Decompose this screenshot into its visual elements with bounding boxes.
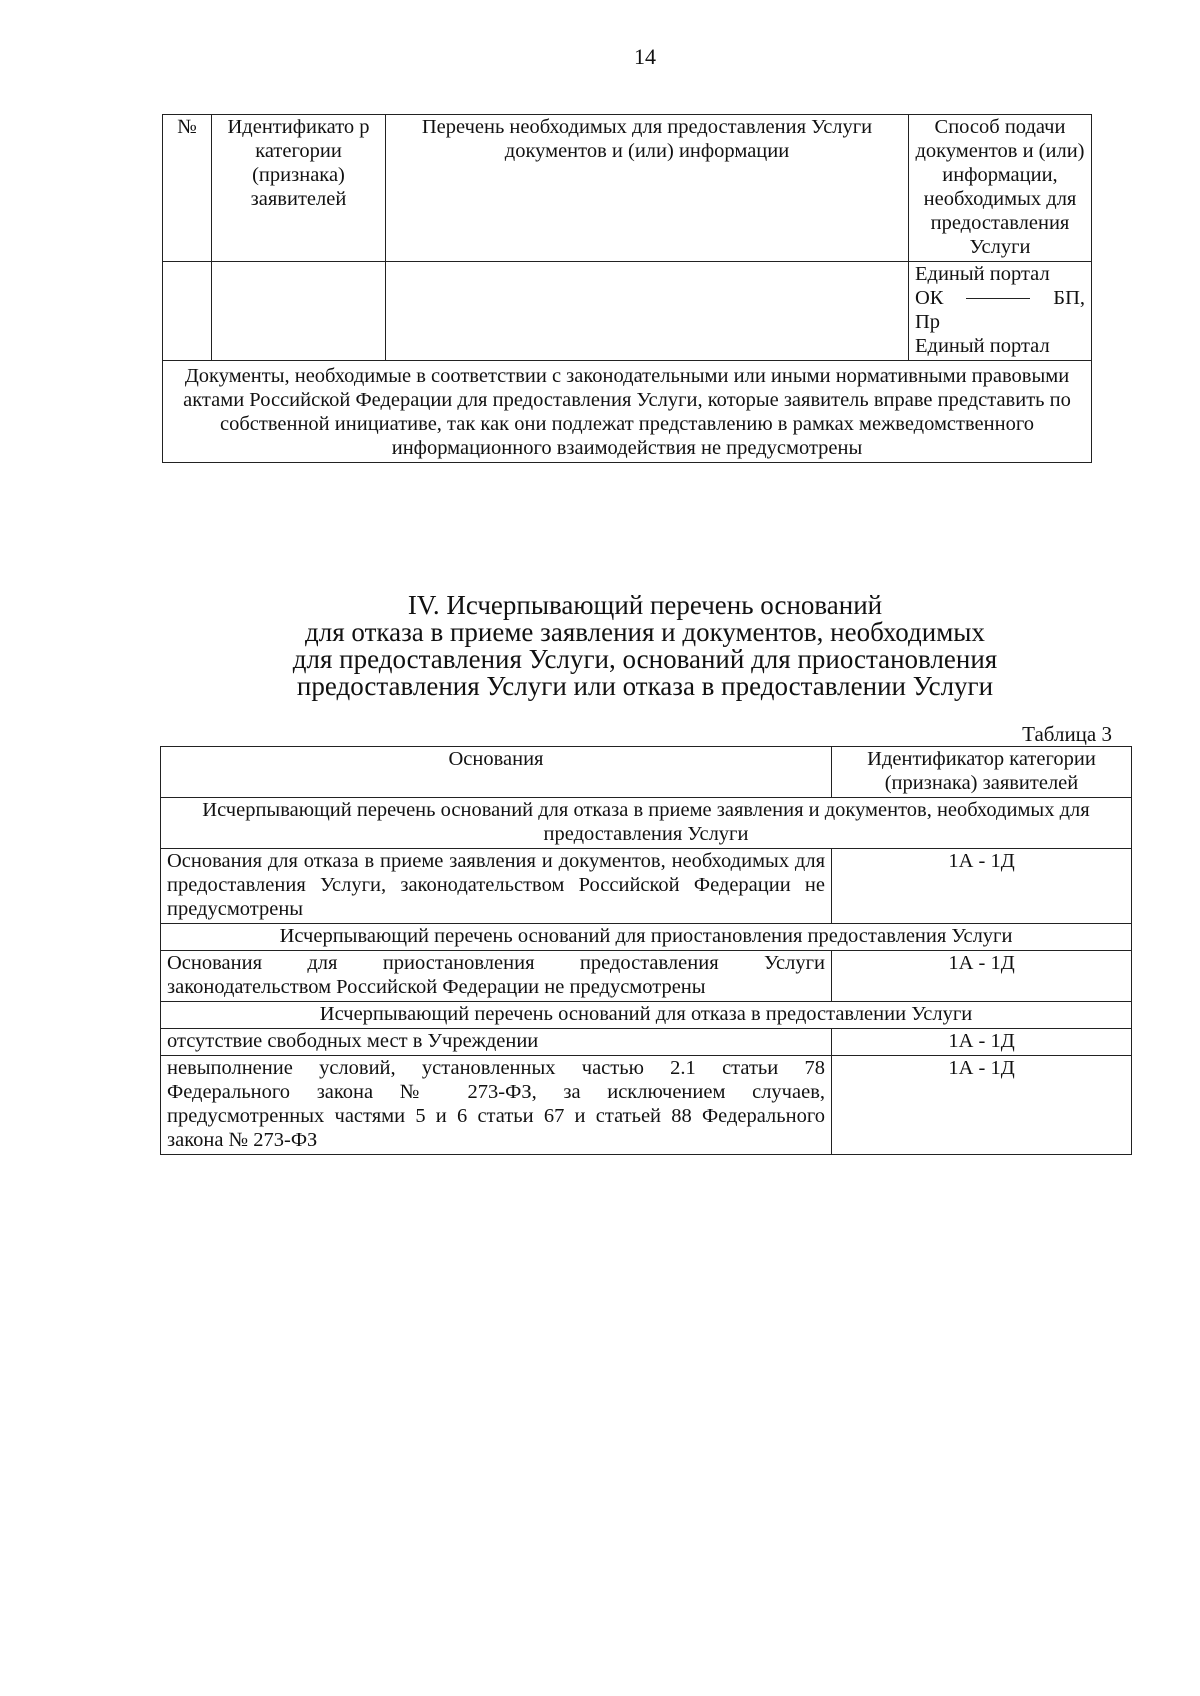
method-ok: ОК: [915, 286, 944, 309]
method-line-2: [915, 287, 1085, 311]
group-row: [161, 797, 1132, 848]
documents-table-header-row: [163, 115, 1092, 262]
method-line-3: Пр: [915, 310, 941, 333]
cell-submission-method: [909, 261, 1092, 360]
grounds-cell: невыполнение условий, установленных частью 2.1 статьи 78 Федерального закона № 273-ФЗ, за исключением случаев, предусмотренных частями 5 и 6 статьи 67 и статьей 88 Федерального закона № 273-ФЗ: [161, 1055, 832, 1154]
section-title-line-2: для отказа в приеме заявления и документов, необходимых: [305, 617, 985, 647]
group-heading-suspension: Исчерпывающий перечень оснований для приостановления предоставления Услуги: [161, 923, 1132, 950]
grounds-cell: Основания для отказа в приеме заявления и документов, необходимых для предоставления Услуги, законодательством Российской Федерации не предусмотрены: [161, 848, 832, 923]
table-row: [161, 1028, 1132, 1055]
section-title: [0, 592, 1200, 700]
interagency-documents-note: Документы, необходимые в соответствии с законодательными или иными нормативными правовыми актами Российской Федерации для предоставления Услуги, которые заявитель вправе представить по собственной инициативе, так как они подлежат представлению в рамках межведомственного информационного взаимодействия не предусмотрены: [163, 360, 1092, 462]
group-row: [161, 1001, 1132, 1028]
category-cell: 1А - 1Д: [832, 1028, 1132, 1055]
documents-table: [162, 114, 1092, 463]
header-applicant-category: Идентификато р категории (признака) заявителей: [212, 115, 386, 262]
header-applicant-category-id: Идентификатор категории (признака) заявителей: [832, 747, 1132, 798]
group-heading-refusal-service: Исчерпывающий перечень оснований для отказа в предоставлении Услуги: [161, 1001, 1132, 1028]
cell-applicant-category: [212, 261, 386, 360]
header-submission-method: Способ подачи документов и (или) информации, необходимых для предоставления Услуги: [909, 115, 1092, 262]
refusal-grounds-table: [160, 746, 1132, 1155]
group-heading-refusal-acceptance: Исчерпывающий перечень оснований для отказа в приеме заявления и документов, необходимых для предоставления Услуги: [161, 797, 1132, 848]
section-title-line-4: предоставления Услуги или отказа в предоставлении Услуги: [296, 671, 994, 701]
refusal-table-header-row: [161, 747, 1132, 798]
grounds-cell: отсутствие свободных мест в Учреждении: [161, 1028, 832, 1055]
table-row: [161, 1055, 1132, 1154]
page-number: 14: [634, 44, 656, 69]
table-row: [161, 950, 1132, 1001]
grounds-cell: Основания для приостановления предоставления Услуги законодательством Российской Федерации не предусмотрены: [161, 950, 832, 1001]
documents-table-note-row: [163, 360, 1092, 462]
category-cell: 1А - 1Д: [832, 950, 1132, 1001]
header-number: №: [163, 115, 212, 262]
table-row: [161, 848, 1132, 923]
cell-number: [163, 261, 212, 360]
header-grounds: Основания: [161, 747, 832, 798]
header-documents-list: Перечень необходимых для предоставления Услуги документов и (или) информации: [386, 115, 909, 262]
method-line-1: Единый портал: [915, 262, 1050, 285]
section-title-line-3: для предоставления Услуги, оснований для приостановления: [292, 644, 998, 674]
cell-documents-list: [386, 261, 909, 360]
category-cell: 1А - 1Д: [832, 848, 1132, 923]
documents-table-row: [163, 261, 1092, 360]
dash-line: [966, 298, 1030, 299]
method-line-4: Единый портал: [915, 334, 1050, 357]
method-bp: БП,: [1053, 286, 1085, 309]
table-caption: Таблица 3: [1022, 722, 1112, 746]
group-row: [161, 923, 1132, 950]
section-title-line-1: IV. Исчерпывающий перечень оснований: [407, 590, 883, 620]
category-cell: 1А - 1Д: [832, 1055, 1132, 1154]
